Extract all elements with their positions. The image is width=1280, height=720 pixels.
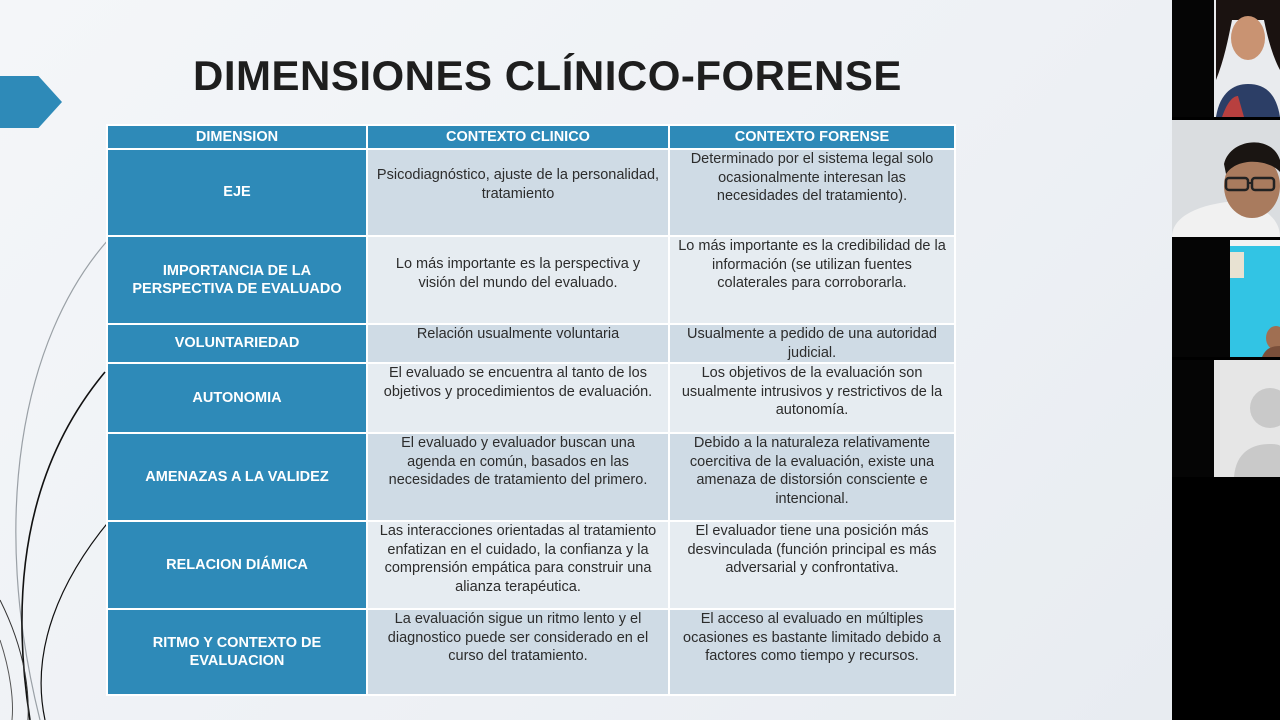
row-forense: Determinado por el sistema legal solo ocasionalmente interesan las necesidades del tratamiento). — [669, 149, 955, 236]
dimensions-table — [106, 124, 956, 696]
row-forense: Lo más importante es la credibilidad de la información (se utilizan fuentes colaterales para corroborarla. — [669, 236, 955, 324]
header-contexto-clinico: CONTEXTO CLINICO — [367, 125, 669, 149]
participant-tile[interactable] — [1172, 360, 1280, 477]
row-forense: Debido a la naturaleza relativamente coercitiva de la evaluación, existe una amenaza de distorsión consciente e intencional. — [669, 433, 955, 521]
participants-panel — [1172, 0, 1280, 720]
row-clinico: Psicodiagnóstico, ajuste de la personalidad, tratamiento — [367, 149, 669, 236]
participant-man-glasses-video — [1172, 120, 1280, 237]
table-row — [107, 433, 955, 521]
row-clinico: El evaluado y evaluador buscan una agenda en común, basados en las necesidades de tratamiento del primero. — [367, 433, 669, 521]
row-dimension: EJE — [107, 149, 367, 236]
table-row — [107, 363, 955, 433]
row-forense: Los objetivos de la evaluación son usualmente intrusivos y restrictivos de la autonomía. — [669, 363, 955, 433]
row-dimension: AMENAZAS A LA VALIDEZ — [107, 433, 367, 521]
table-row — [107, 236, 955, 324]
row-forense: El evaluador tiene una posición más desvinculada (función principal es más adversarial y confrontativa. — [669, 521, 955, 609]
slide-title: DIMENSIONES CLÍNICO-FORENSE — [193, 52, 902, 99]
table-row — [107, 609, 955, 695]
row-dimension: VOLUNTARIEDAD — [107, 324, 367, 363]
participant-tile[interactable] — [1172, 0, 1280, 117]
row-forense: El acceso al evaluado en múltiples ocasiones es bastante limitado debido a factores como tiempo y recursos. — [669, 609, 955, 695]
row-forense: Usualmente a pedido de una autoridad judicial. — [669, 324, 955, 363]
participant-tile[interactable] — [1172, 240, 1280, 357]
header-contexto-forense: CONTEXTO FORENSE — [669, 125, 955, 149]
row-dimension: RELACION DIÁMICA — [107, 521, 367, 609]
table-header-row — [107, 125, 955, 149]
row-clinico: El evaluado se encuentra al tanto de los objetivos y procedimientos de evaluación. — [367, 363, 669, 433]
participant-tile[interactable] — [1172, 120, 1280, 237]
row-clinico: Las interacciones orientadas al tratamiento enfatizan en el cuidado, la confianza y la comprensión empática para construir una alianza terapéutica. — [367, 521, 669, 609]
row-clinico: Lo más importante es la perspectiva y visión del mundo del evaluado. — [367, 236, 669, 324]
table-row — [107, 149, 955, 236]
participant-woman-video — [1172, 0, 1280, 117]
row-dimension: IMPORTANCIA DE LA PERSPECTIVA DE EVALUADO — [107, 236, 367, 324]
default-avatar-icon — [1172, 360, 1280, 477]
row-clinico: Relación usualmente voluntaria — [367, 324, 669, 363]
row-dimension: AUTONOMIA — [107, 363, 367, 433]
table-row — [107, 521, 955, 609]
table-row — [107, 324, 955, 363]
header-dimension: DIMENSION — [107, 125, 367, 149]
participant-room-video — [1172, 240, 1280, 357]
row-dimension: RITMO Y CONTEXTO DE EVALUACION — [107, 609, 367, 695]
row-clinico: La evaluación sigue un ritmo lento y el diagnostico puede ser considerado en el curso del tratamiento. — [367, 609, 669, 695]
